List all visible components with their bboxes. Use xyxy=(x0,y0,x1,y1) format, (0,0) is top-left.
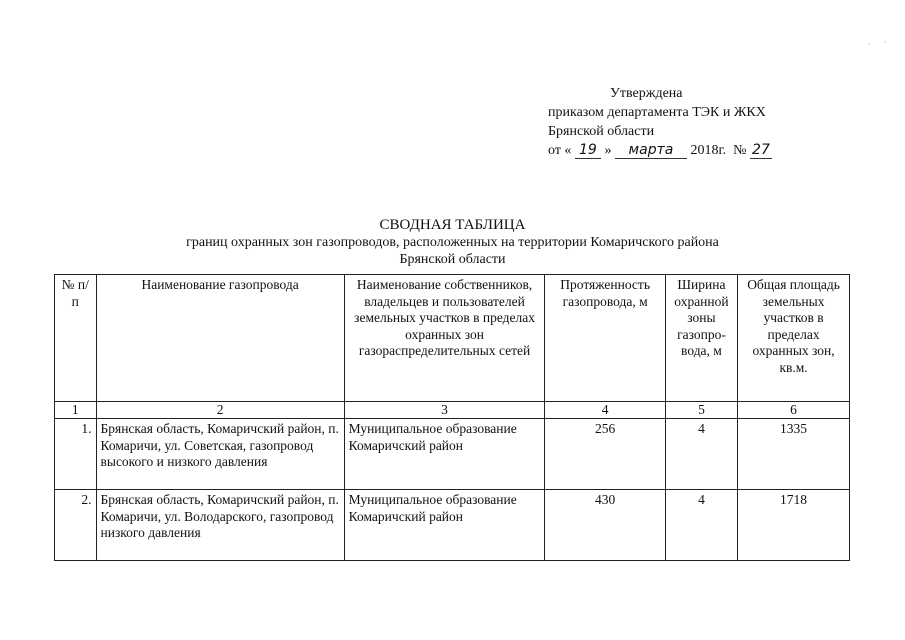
column-number: 3 xyxy=(344,402,545,419)
date-mid: » xyxy=(604,143,612,158)
zone-width-cell: 4 xyxy=(665,490,737,561)
area-cell: 1718 xyxy=(738,490,850,561)
document-subtitle-line-1: границ охранных зон газопроводов, расположенных на территории Комаричского района xyxy=(186,235,719,250)
number-label: № xyxy=(733,143,747,158)
pipeline-cell: Брянская область, Комаричский район, п. Комаричи, ул. Советская, газопровод высокого и низкого давления xyxy=(96,419,344,490)
handwritten-month: марта xyxy=(615,143,687,159)
header-length: Протяженность газопровода, м xyxy=(545,275,665,402)
document-title-block xyxy=(0,217,905,268)
scan-speck: · xyxy=(884,38,887,47)
header-zone-width: Ширина охранной зоны газопро-вода, м xyxy=(665,275,737,402)
approval-date-line xyxy=(548,141,772,160)
length-cell: 256 xyxy=(545,419,665,490)
table-row xyxy=(55,419,850,490)
column-numbers-row xyxy=(55,402,850,419)
handwritten-number: 27 xyxy=(750,143,772,159)
approval-block xyxy=(548,84,772,160)
header-owners: Наименование собственников, владельцев и пользователей земельных участков в пределах охранных зон газораспределительных сетей xyxy=(344,275,545,402)
document-title: СВОДНАЯ ТАБЛИЦА xyxy=(379,217,526,233)
scan-speck: · xyxy=(868,40,871,49)
column-number: 1 xyxy=(55,402,97,419)
header-number: № п/п xyxy=(55,275,97,402)
table-header-row xyxy=(55,275,850,402)
approval-line-2: Брянской области xyxy=(548,124,655,139)
area-cell: 1335 xyxy=(738,419,850,490)
approval-title: Утверждена xyxy=(610,86,683,101)
column-number: 4 xyxy=(545,402,665,419)
row-number: 2. xyxy=(55,490,97,561)
column-number: 6 xyxy=(738,402,850,419)
summary-table xyxy=(54,274,850,561)
date-prefix: от « xyxy=(548,143,572,158)
zone-width-cell: 4 xyxy=(665,419,737,490)
table-row xyxy=(55,490,850,561)
header-area: Общая площадь земельных участков в пределах охранных зон, кв.м. xyxy=(738,275,850,402)
header-pipeline: Наименование газопровода xyxy=(96,275,344,402)
document-subtitle-line-2: Брянской области xyxy=(399,252,506,267)
row-number: 1. xyxy=(55,419,97,490)
length-cell: 430 xyxy=(545,490,665,561)
date-year: 2018г. xyxy=(690,143,727,158)
owner-cell: Муниципальное образование Комаричский район xyxy=(344,419,545,490)
pipeline-cell: Брянская область, Комаричский район, п. Комаричи, ул. Володарского, газопровод низкого давления xyxy=(96,490,344,561)
approval-line-1: приказом департамента ТЭК и ЖКХ xyxy=(548,105,766,120)
column-number: 2 xyxy=(96,402,344,419)
handwritten-day: 19 xyxy=(575,143,601,159)
column-number: 5 xyxy=(665,402,737,419)
owner-cell: Муниципальное образование Комаричский район xyxy=(344,490,545,561)
